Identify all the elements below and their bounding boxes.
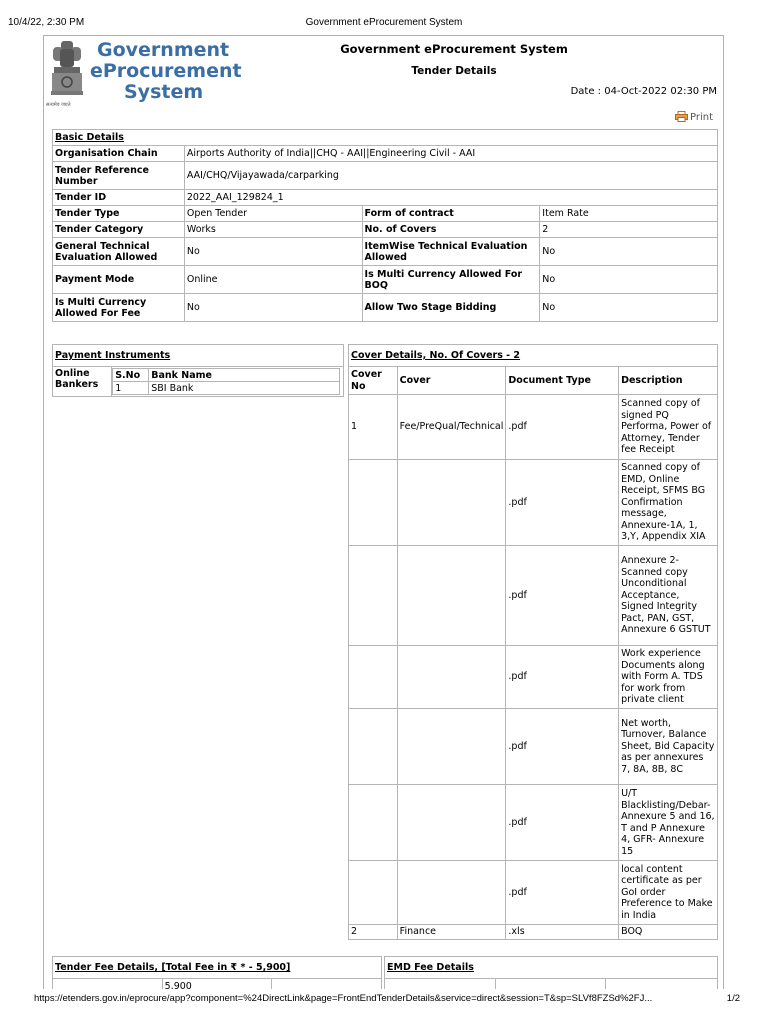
emd-cell-empty <box>495 979 606 990</box>
itemwise-tech-eval-label: ItemWise Technical Evaluation Allowed <box>362 238 540 266</box>
cover-no <box>349 546 398 646</box>
cover-name <box>397 785 506 861</box>
site-title: Government eProcurement System <box>340 42 568 56</box>
cover-description: local content certificate as per GoI order Preference to Make in India <box>619 861 718 925</box>
tender-page <box>43 35 724 989</box>
cover-description: Work experience Documents along with Form A. TDS for work from private client <box>619 646 718 709</box>
two-stage-bidding-label: Allow Two Stage Bidding <box>362 294 540 322</box>
basic-details-table <box>52 129 718 322</box>
print-title: Government eProcurement System <box>305 17 463 28</box>
cover-description: Net worth, Turnover, Balance Sheet, Bid Capacity as per annexures 7, 8A, 8B, 8C <box>619 709 718 785</box>
payment-mode-label: Payment Mode <box>53 266 185 294</box>
site-logo[interactable] <box>90 40 242 103</box>
payment-mode-value: Online <box>184 266 362 294</box>
printer-icon <box>675 111 688 122</box>
cover-row <box>349 395 718 460</box>
general-tech-eval-value: No <box>184 238 362 266</box>
cover-doctype: .pdf <box>506 546 619 646</box>
banker-row <box>113 382 340 395</box>
emd-cell-empty <box>385 979 496 990</box>
cover-no <box>349 785 398 861</box>
emblem-caption: सत्यमेव जयते <box>46 102 71 108</box>
tender-fee-table <box>52 956 382 989</box>
tender-category-value: Works <box>184 222 362 238</box>
cover-row <box>349 460 718 546</box>
cover-no <box>349 709 398 785</box>
tender-type-label: Tender Type <box>53 206 185 222</box>
multi-currency-boq-value: No <box>540 266 718 294</box>
cover-row <box>349 646 718 709</box>
cover-name <box>397 709 506 785</box>
emd-fee-table <box>384 956 718 989</box>
banker-name: SBI Bank <box>149 382 340 395</box>
cover-doctype: .pdf <box>506 646 619 709</box>
logo-line-1: Government <box>97 39 230 61</box>
banker-sno: 1 <box>113 382 149 395</box>
tender-category-label: Tender Category <box>53 222 185 238</box>
cover-row <box>349 925 718 940</box>
cover-name: Finance <box>397 925 506 940</box>
cover-description: Scanned copy of EMD, Online Receipt, SFMS BG Confirmation message, Annexure-1A, 1, 3,Y, Appendix XIA <box>619 460 718 546</box>
cover-row <box>349 709 718 785</box>
tender-type-value: Open Tender <box>184 206 362 222</box>
cover-row <box>349 785 718 861</box>
cover-no <box>349 646 398 709</box>
col-cover-no-header: Cover No <box>349 367 398 395</box>
col-cover-header: Cover <box>397 367 506 395</box>
print-footer <box>34 993 740 1005</box>
org-chain-value: Airports Authority of India||CHQ - AAI||Engineering Civil - AAI <box>184 146 717 162</box>
cover-name: Fee/PreQual/Technical <box>397 395 506 460</box>
multi-currency-fee-label: Is Multi Currency Allowed For Fee <box>53 294 185 322</box>
payment-instruments-table <box>52 344 344 397</box>
covers-count-value: 2 <box>540 222 718 238</box>
fee-cell-empty <box>272 979 382 990</box>
cover-doctype: .pdf <box>506 395 619 460</box>
print-button[interactable] <box>675 111 713 123</box>
cover-doctype: .pdf <box>506 785 619 861</box>
page-title: Tender Details <box>411 65 497 77</box>
cover-no: 2 <box>349 925 398 940</box>
tender-ref-label: Tender Reference Number <box>53 162 185 190</box>
cover-no <box>349 460 398 546</box>
col-description-header: Description <box>619 367 718 395</box>
itemwise-tech-eval-value: No <box>540 238 718 266</box>
col-doctype-header: Document Type <box>506 367 619 395</box>
contract-form-value: Item Rate <box>540 206 718 222</box>
cover-doctype: .pdf <box>506 709 619 785</box>
cover-name <box>397 646 506 709</box>
cover-name <box>397 861 506 925</box>
cover-no: 1 <box>349 395 398 460</box>
cover-description: U/T Blacklisting/Debar- Annexure 5 and 16, T and P Annexure 4, GFR- Annexure 15 <box>619 785 718 861</box>
print-url[interactable]: https://etenders.gov.in/eprocure/app?component=%24DirectLink&page=FrontEndTenderDetails&service=direct&session=T&sp=SLVf8FZSd%2FJ... <box>34 993 653 1004</box>
payment-instruments-title: Payment Instruments <box>53 345 344 367</box>
cover-doctype: .xls <box>506 925 619 940</box>
covers-count-label: No. of Covers <box>362 222 540 238</box>
basic-details-title: Basic Details <box>53 130 718 146</box>
print-page-number: 1/2 <box>726 993 740 1004</box>
cover-row <box>349 546 718 646</box>
bankers-table <box>112 368 340 395</box>
print-header <box>8 17 760 29</box>
cover-no <box>349 861 398 925</box>
two-stage-bidding-value: No <box>540 294 718 322</box>
cover-description: Annexure 2- Scanned copy Unconditional Acceptance, Signed Integrity Pact, PAN, GST, Annexure 6 GSTUT <box>619 546 718 646</box>
print-label: Print <box>689 112 713 123</box>
multi-currency-fee-value: No <box>184 294 362 322</box>
cover-details-table <box>348 344 718 940</box>
print-datetime: 10/4/22, 2:30 PM <box>8 17 85 28</box>
logo-line-3: System <box>124 81 204 103</box>
tender-id-label: Tender ID <box>53 190 185 206</box>
col-sno-header: S.No <box>113 369 149 382</box>
national-emblem-icon <box>48 39 86 105</box>
emd-cell-empty <box>606 979 718 990</box>
cover-description: BOQ <box>619 925 718 940</box>
online-bankers-label: Online Bankers <box>53 367 112 397</box>
emd-fee-title: EMD Fee Details <box>385 957 718 979</box>
cover-doctype: .pdf <box>506 861 619 925</box>
fee-cell-empty <box>53 979 163 990</box>
tender-fee-value: 5,900 <box>162 979 272 990</box>
cover-row <box>349 861 718 925</box>
cover-name <box>397 546 506 646</box>
logo-line-2: eProcurement <box>90 60 242 82</box>
cover-details-title: Cover Details, No. Of Covers - 2 <box>349 345 718 367</box>
cover-name <box>397 460 506 546</box>
multi-currency-boq-label: Is Multi Currency Allowed For BOQ <box>362 266 540 294</box>
col-bank-header: Bank Name <box>149 369 340 382</box>
tender-fee-title: Tender Fee Details, [Total Fee in ₹ * - 5,900] <box>53 957 382 979</box>
org-chain-label: Organisation Chain <box>53 146 185 162</box>
general-tech-eval-label: General Technical Evaluation Allowed <box>53 238 185 266</box>
contract-form-label: Form of contract <box>362 206 540 222</box>
current-date: Date : 04-Oct-2022 02:30 PM <box>570 86 717 97</box>
tender-id-value: 2022_AAI_129824_1 <box>184 190 717 206</box>
cover-description: Scanned copy of signed PQ Performa, Power of Attorney, Tender fee Receipt <box>619 395 718 460</box>
cover-doctype: .pdf <box>506 460 619 546</box>
tender-ref-value: AAI/CHQ/Vijayawada/carparking <box>184 162 717 190</box>
